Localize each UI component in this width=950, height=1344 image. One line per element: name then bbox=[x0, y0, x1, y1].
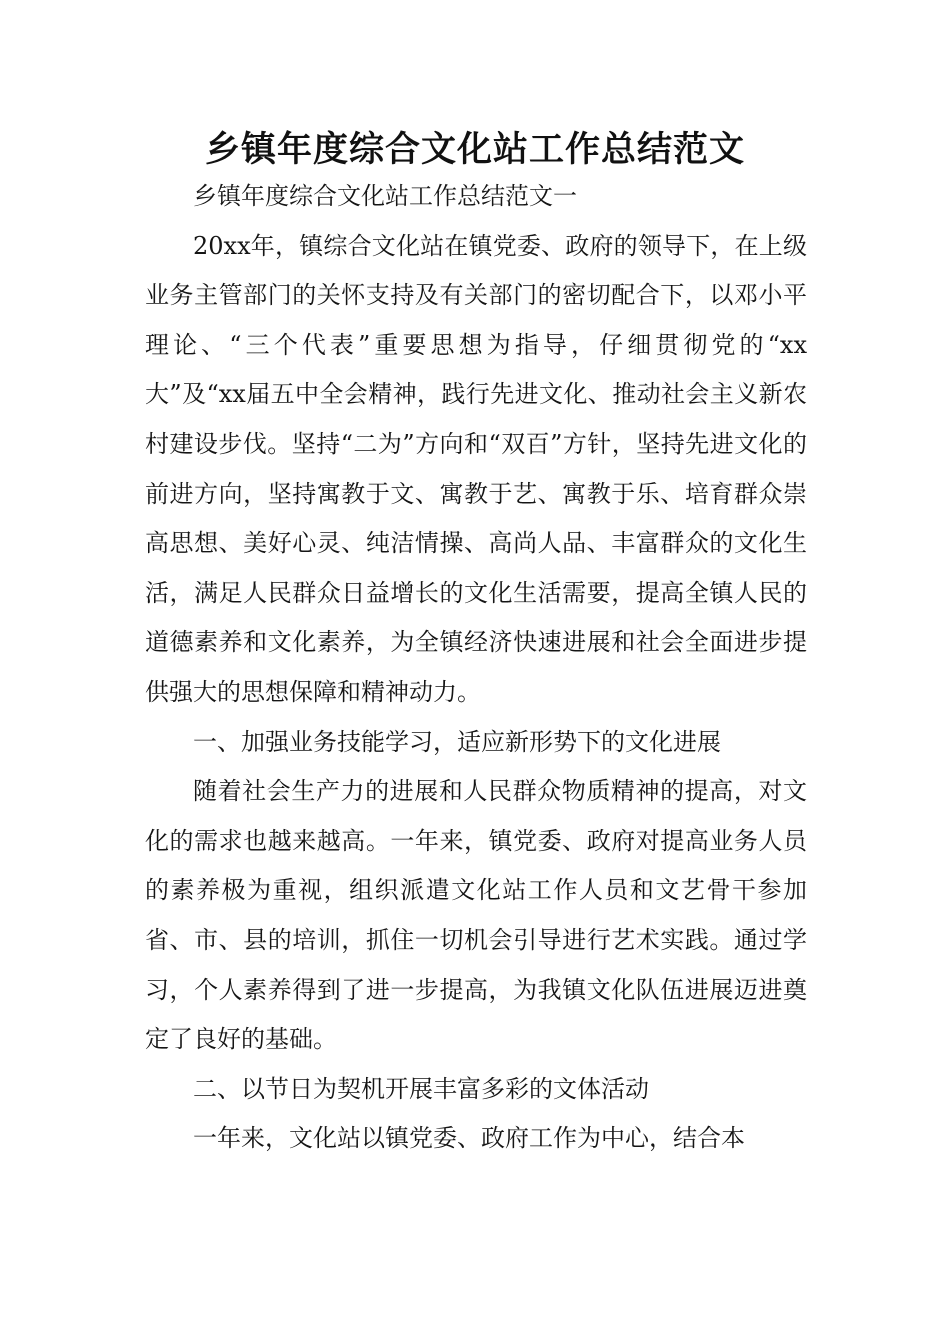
document-title: 乡镇年度综合文化站工作总结范文 bbox=[204, 130, 745, 170]
body-paragraph: 一年来，文化站以镇党委、政府工作为中心，结合本 bbox=[193, 1124, 745, 1153]
document-body bbox=[145, 172, 807, 1164]
body-paragraph: 20xx年，镇综合文化站在镇党委、政府的领导下，在上级业务主管部门的关怀支持及有关部门的密切配合下，以邓小平理论、“三个代表”重要思想为指导，仔细贯彻党的“xx大”及“xx届五中全会精神，践行先进文化、推动社会主义新农村建设步伐。坚持“二为”方向和“双百”方针，坚持先进文化的前进方向，坚持寓教于文、寓教于艺、寓教于乐、培育群众崇高思想、美好心灵、纯洁情操、高尚人品、丰富群众的文化生活，满足人民群众日益增长的文化生活需要，提高全镇人民的道德素养和文化素养，为全镇经济快速进展和社会全面进步提供强大的思想保障和精神动力。 bbox=[145, 231, 807, 706]
body-paragraph: 随着社会生产力的进展和人民群众物质精神的提高，对文化的需求也越来越高。一年来，镇党委、政府对提高业务人员的素养极为重视，组织派遣文化站工作人员和文艺骨干参加省、市、县的培训，抓住一切机会引导进行艺术实践。通过学习，个人素养得到了进一步提高，为我镇文化队伍进展迈进奠定了良好的基础。 bbox=[145, 777, 807, 1054]
section-heading: 二、以节日为契机开展丰富多彩的文体活动 bbox=[193, 1074, 649, 1103]
subtitle-paragraph: 乡镇年度综合文化站工作总结范文一 bbox=[193, 182, 577, 210]
section-heading: 一、加强业务技能学习，适应新形势下的文化进展 bbox=[193, 727, 721, 756]
